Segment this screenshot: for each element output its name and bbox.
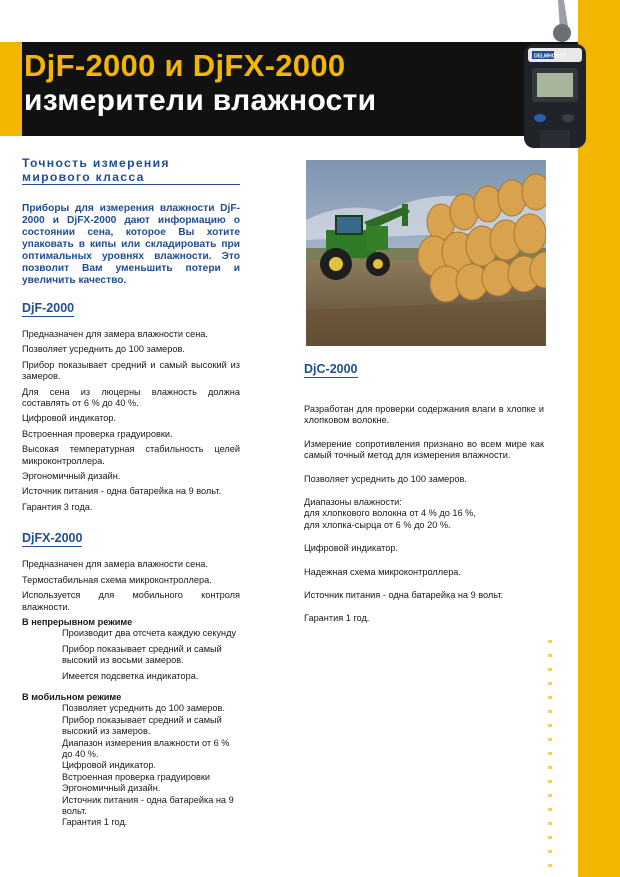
- djf-item: Гарантия 3 года.: [22, 501, 93, 512]
- mobile-mode-item: Диапазон измерения влажности от 6 % до 40 %.: [62, 737, 230, 759]
- djf-item: Позволяет усреднить до 100 замеров.: [22, 344, 185, 355]
- mobile-mode-heading: В мобильном режиме: [22, 691, 122, 702]
- continuous-mode-item: Имеется подсветка индикатора.: [62, 670, 199, 681]
- continuous-mode-item: Прибор показывает средний и самый высокий из восьми замеров.: [62, 643, 222, 666]
- mobile-mode-item: Эргономичный дизайн.: [62, 783, 161, 794]
- djf-item: Прибор показывает средний и самый высокий из замеров.: [22, 359, 240, 382]
- djc-item: для хлопкового волокна от 4 % до 16 %,: [304, 508, 476, 519]
- djc-item: Надежная схема микроконтроллера.: [304, 566, 461, 577]
- mobile-mode-item: Цифровой индикатор.: [62, 760, 156, 771]
- mobile-mode-item: Прибор показывает средний и самый высокий из замеров.: [62, 714, 222, 737]
- djc-item: Источник питания - одна батарейка на 9 вольт.: [304, 590, 504, 601]
- intro-paragraph: Приборы для измерения влажности DjF-2000 и DjFX-2000 дают информацию о состоянии сена, которое Вы хотите упаковать в кипы или складировать при оптимальных уровнях влажности. Это позволит Вам уменьшить потери и увеличить качество.: [22, 203, 240, 286]
- title-line2: измерители влажности: [24, 84, 377, 117]
- djfx-item: Термостабильная схема микроконтроллера.: [22, 574, 212, 585]
- djc-item: для хлопка-сырца от 6 % до 20 %.: [304, 519, 451, 530]
- djf-item: Встроенная проверка градуировки.: [22, 428, 173, 439]
- djf-item: Предназначен для замера влажности сена.: [22, 329, 208, 339]
- mobile-mode-item: Встроенная проверка градуировки: [62, 771, 211, 782]
- djf-item: Источник питания - одна батарейка на 9 вольт.: [22, 486, 222, 497]
- mobile-mode-item: Гарантия 1 год.: [62, 817, 128, 828]
- mobile-mode-item: Позволяет усреднить до 100 замеров.: [62, 703, 225, 714]
- djc-item: Диапазоны влажности:: [304, 497, 402, 508]
- continuous-mode-item: Производит два отсчета каждую секунду: [62, 628, 237, 639]
- moisture-meter-device-image: [508, 0, 592, 148]
- title-line1: DjF-2000 и DjFX-2000: [24, 48, 346, 83]
- continuous-mode-heading: В непрерывном режиме: [22, 616, 133, 627]
- header-accent-bar: [0, 42, 22, 136]
- djc-heading: DjC-2000: [304, 362, 358, 376]
- right-column: [304, 362, 544, 637]
- djc-item: Разработан для проверки содержания влаги в хлопке и хлопковом волокне.: [304, 404, 544, 426]
- main-heading: Точность измерения мирового класса: [22, 156, 240, 185]
- djf-item: Эргономичный дизайн.: [22, 471, 121, 482]
- tractor-hay-bales-photo: [306, 160, 546, 346]
- djc-item: Измерение сопротивления признано во всем мире как самый точный метод для измерения влажности.: [304, 438, 544, 461]
- djf-item: Для сена из люцерны влажность должна составлять от 6 % до 40 %.: [22, 386, 240, 409]
- device-brand-label: DELMHORST: [534, 53, 566, 60]
- djf-item: Цифровой индикатор.: [22, 413, 116, 424]
- left-column: [22, 156, 240, 829]
- djf-item: Высокая температурная стабильность целей микроконтроллера.: [22, 444, 240, 466]
- djc-item: Позволяет усреднить до 100 замеров.: [304, 473, 467, 484]
- djfx-item: Предназначен для замера влажности сена.: [22, 559, 208, 570]
- djfx-item: Используется для мобильного контроля влажности.: [22, 590, 240, 612]
- side-dots: [548, 640, 552, 870]
- mobile-mode-item: Источник питания - одна батарейка на 9 вольт.: [62, 794, 234, 816]
- djc-item: Цифровой индикатор.: [304, 543, 398, 554]
- djc-item: Гарантия 1 год.: [304, 613, 370, 624]
- djfx-heading: DjFX-2000: [22, 531, 83, 546]
- djf-heading: DjF-2000: [22, 301, 75, 315]
